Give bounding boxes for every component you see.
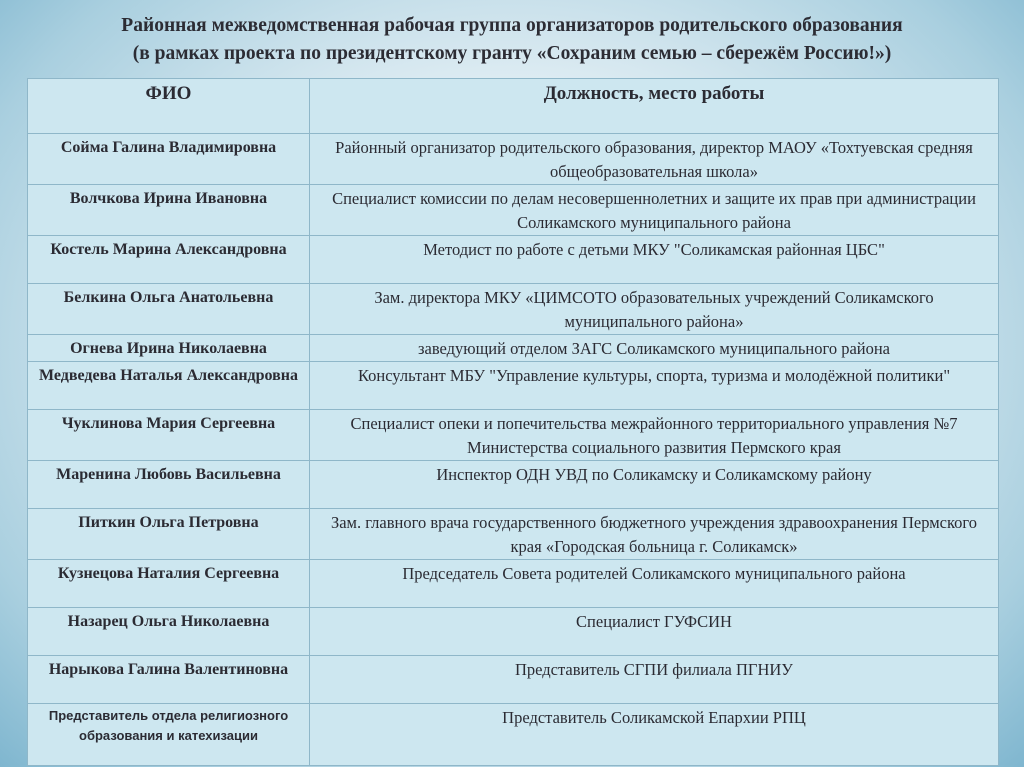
table-row: [28, 560, 999, 608]
table-row: [28, 410, 999, 461]
fio-cell: Медведева Наталья Александровна: [28, 362, 310, 410]
table-row: [28, 362, 999, 410]
fio-cell: Маренина Любовь Васильевна: [28, 461, 310, 509]
table-row: [28, 185, 999, 236]
fio-cell: Сойма Галина Владимировна: [28, 134, 310, 185]
table-row: [28, 236, 999, 284]
position-cell: Зам. главного врача государственного бюджетного учреждения здравоохранения Пермского края «Городская больница г. Соликамск»: [310, 509, 999, 560]
fio-cell: Питкин Ольга Петровна: [28, 509, 310, 560]
position-cell: Зам. директора МКУ «ЦИМСОТО образовательных учреждений Соликамского муниципального района»: [310, 284, 999, 335]
header-fio: ФИО: [28, 79, 310, 134]
position-cell: Специалист опеки и попечительства межрайонного территориального управления №7 Министерства социального развития Пермского края: [310, 410, 999, 461]
header-position: Должность, место работы: [310, 79, 999, 134]
title-line-2: (в рамках проекта по президентскому гранту «Сохраним семью – сбережём Россию!»): [132, 43, 892, 64]
fio-cell: Кузнецова Наталия Сергеевна: [28, 560, 310, 608]
table-row: [28, 461, 999, 509]
position-cell: заведующий отделом ЗАГС Соликамского муниципального района: [310, 335, 999, 362]
position-cell: Инспектор ОДН УВД по Соликамску и Соликамскому району: [310, 461, 999, 509]
position-cell: Консультант МБУ "Управление культуры, спорта, туризма и молодёжной политики": [310, 362, 999, 410]
fio-cell: Нарыкова Галина Валентиновна: [28, 656, 310, 704]
position-cell: Районный организатор родительского образования, директор МАОУ «Тохтуевская средняя общеобразовательная школа»: [310, 134, 999, 185]
fio-cell: Представитель отдела религиозного образования и катехизации: [28, 704, 310, 766]
position-cell: Методист по работе с детьми МКУ "Соликамская районная ЦБС": [310, 236, 999, 284]
position-cell: Представитель СГПИ филиала ПГНИУ: [310, 656, 999, 704]
table-row: [28, 608, 999, 656]
table-row: [28, 656, 999, 704]
position-cell: Председатель Совета родителей Соликамского муниципального района: [310, 560, 999, 608]
position-cell: Представитель Соликамской Епархии РПЦ: [310, 704, 999, 766]
members-table: [27, 78, 999, 766]
title-line-1: Районная межведомственная рабочая группа организаторов родительского образования: [121, 15, 903, 36]
fio-cell: Огнева Ирина Николаевна: [28, 335, 310, 362]
table-row: [28, 134, 999, 185]
position-cell: Специалист ГУФСИН: [310, 608, 999, 656]
table-header-row: [28, 79, 999, 134]
fio-cell: Назарец Ольга Николаевна: [28, 608, 310, 656]
table-row: [28, 509, 999, 560]
fio-cell: Белкина Ольга Анатольевна: [28, 284, 310, 335]
position-cell: Специалист комиссии по делам несовершеннолетних и защите их прав при администрации Соликамского муниципального района: [310, 185, 999, 236]
page-title: [0, 12, 1024, 68]
table-row: [28, 704, 999, 766]
fio-cell: Волчкова Ирина Ивановна: [28, 185, 310, 236]
table-row: [28, 335, 999, 362]
fio-cell: Чуклинова Мария Сергеевна: [28, 410, 310, 461]
fio-cell: Костель Марина Александровна: [28, 236, 310, 284]
table-row: [28, 284, 999, 335]
